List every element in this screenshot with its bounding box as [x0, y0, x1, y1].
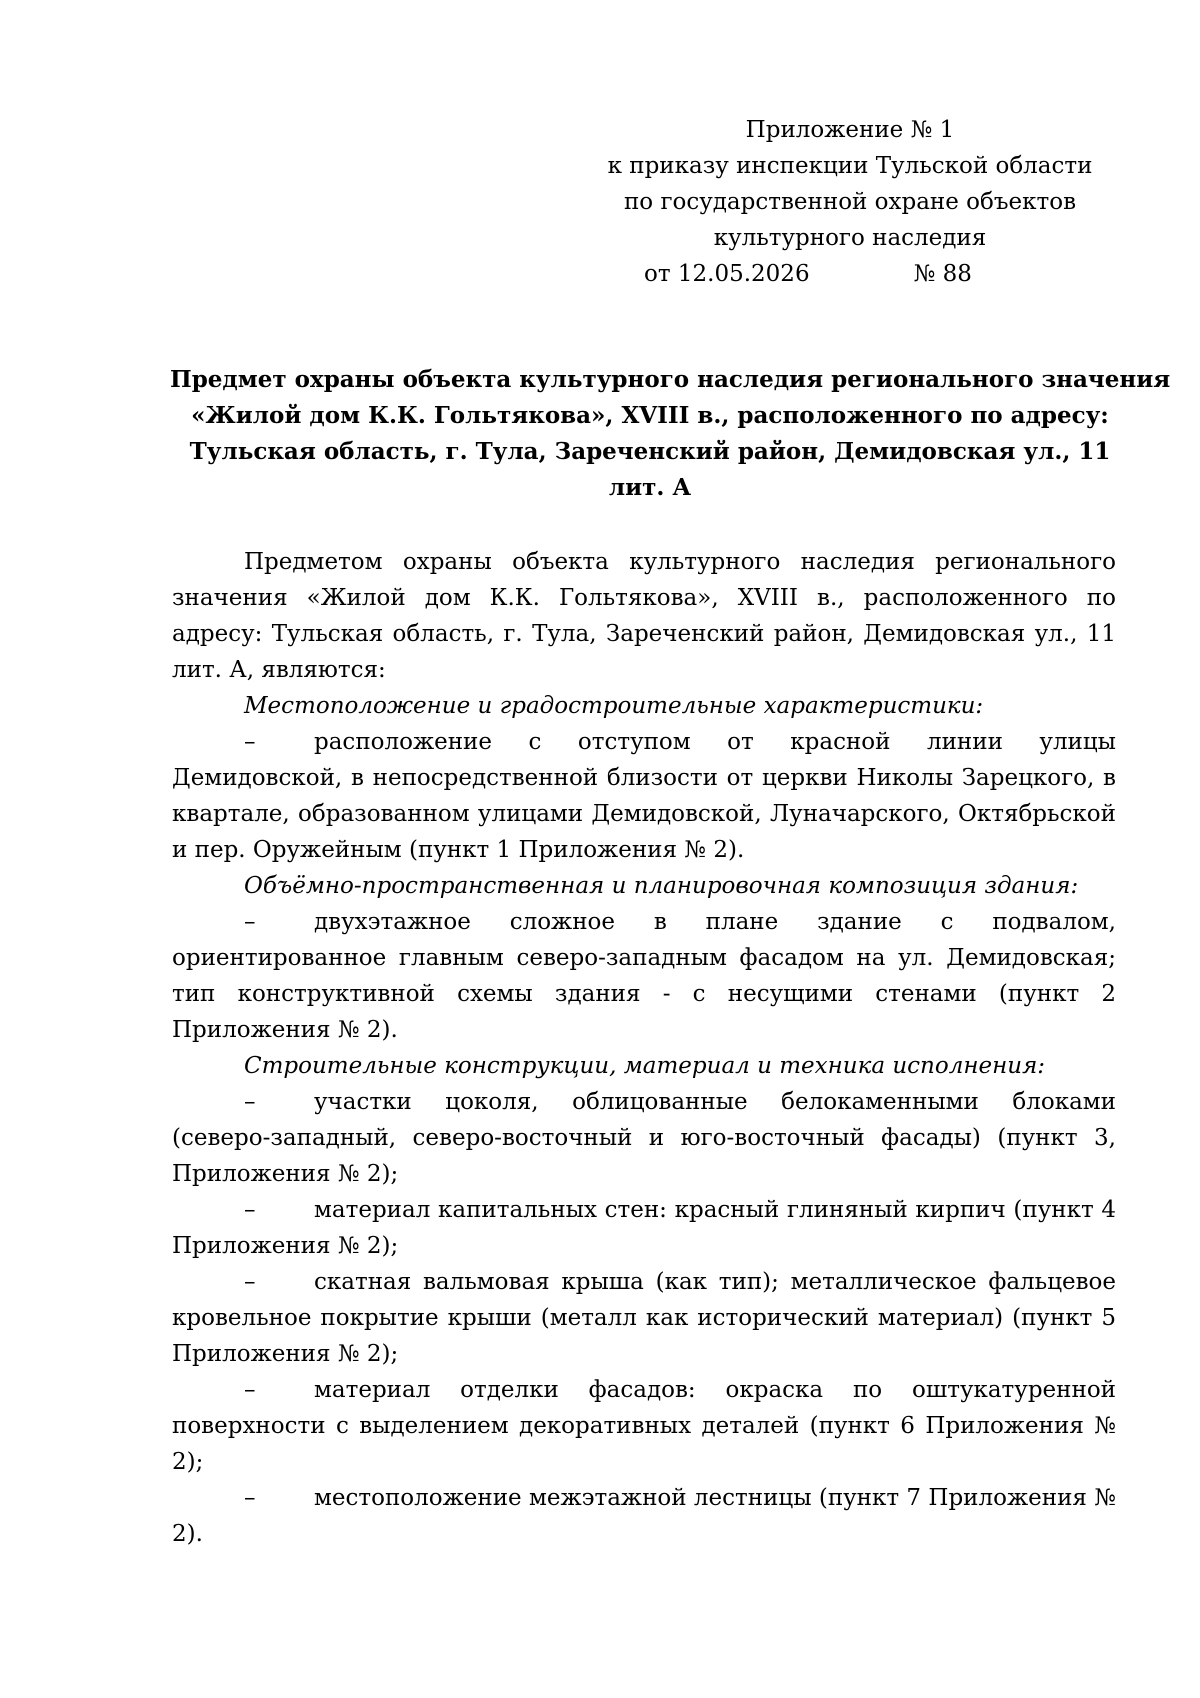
appendix-order-ref: по государственной охране объектов	[623, 189, 1077, 215]
document-title	[170, 362, 1171, 506]
dash-marker: –	[244, 729, 256, 755]
section-heading: Местоположение и градостроительные характеристики:	[244, 693, 984, 719]
appendix-dateline	[600, 256, 1100, 292]
title-line: лит. А	[608, 474, 692, 501]
document-body	[172, 544, 1116, 1552]
list-item	[172, 1480, 1116, 1552]
appendix-order-ref: к приказу инспекции Тульской области	[607, 153, 1093, 179]
dash-marker: –	[244, 1269, 256, 1295]
section-heading: Объёмно-пространственная и планировочная композиция здания:	[244, 873, 1079, 899]
section-heading: Строительные конструкции, материал и техника исполнения:	[244, 1053, 1046, 1079]
list-item-text: местоположение межэтажной лестницы (пункт 7 Приложения № 2).	[172, 1485, 1116, 1547]
list-item	[172, 1084, 1116, 1192]
title-line: «Жилой дом К.К. Гольтякова», XVIII в., расположенного по адресу:	[191, 402, 1109, 429]
appendix-number: Приложение № 1	[745, 117, 955, 143]
list-item-text: участки цоколя, облицованные белокаменными блоками (северо-западный, северо-восточный и юго-восточный фасады) (пункт 3, Приложения № 2);	[172, 1089, 1116, 1187]
dash-marker: –	[244, 1485, 256, 1511]
title-line: Тульская область, г. Тула, Зареченский район, Демидовская ул., 11	[189, 438, 1111, 465]
list-item	[172, 724, 1116, 868]
appendix-header	[600, 112, 1100, 292]
list-item-text: материал капитальных стен: красный глиняный кирпич (пункт 4 Приложения № 2);	[172, 1197, 1116, 1259]
list-item	[172, 1192, 1116, 1264]
list-item-text: расположение с отступом от красной линии улицы Демидовской, в непосредственной близости от церкви Николы Зарецкого, в квартале, образованном улицами Демидовской, Луначарского, Октябрьской и пер. Оружейным (пункт 1 Приложения № 2).	[172, 729, 1116, 863]
order-date: от 12.05.2026	[644, 261, 810, 287]
list-item	[172, 1264, 1116, 1372]
dash-marker: –	[244, 1089, 256, 1115]
dash-marker: –	[244, 909, 256, 935]
list-item-text: скатная вальмовая крыша (как тип); металлическое фальцевое кровельное покрытие крыши (металл как исторический материал) (пункт 5 Приложения № 2);	[172, 1269, 1116, 1367]
list-item-text: материал отделки фасадов: окраска по оштукатуренной поверхности с выделением декоративных деталей (пункт 6 Приложения № 2);	[172, 1377, 1116, 1475]
intro-paragraph: Предметом охраны объекта культурного наследия регионального значения «Жилой дом К.К. Гольтякова», XVIII в., расположенного по адресу: Тульская область, г. Тула, Зареченский район, Демидовская ул., 11 лит. А, являются:	[172, 549, 1116, 683]
appendix-order-ref: культурного наследия	[713, 225, 987, 251]
list-item	[172, 1372, 1116, 1480]
list-item	[172, 904, 1116, 1048]
order-number: № 88	[913, 261, 972, 287]
list-item-text: двухэтажное сложное в плане здание с подвалом, ориентированное главным северо-западным фасадом на ул. Демидовская; тип конструктивной схемы здания - с несущими стенами (пункт 2 Приложения № 2).	[172, 909, 1116, 1043]
dash-marker: –	[244, 1197, 256, 1223]
title-line: Предмет охраны объекта культурного наследия регионального значения	[170, 366, 1171, 393]
dash-marker: –	[244, 1377, 256, 1403]
